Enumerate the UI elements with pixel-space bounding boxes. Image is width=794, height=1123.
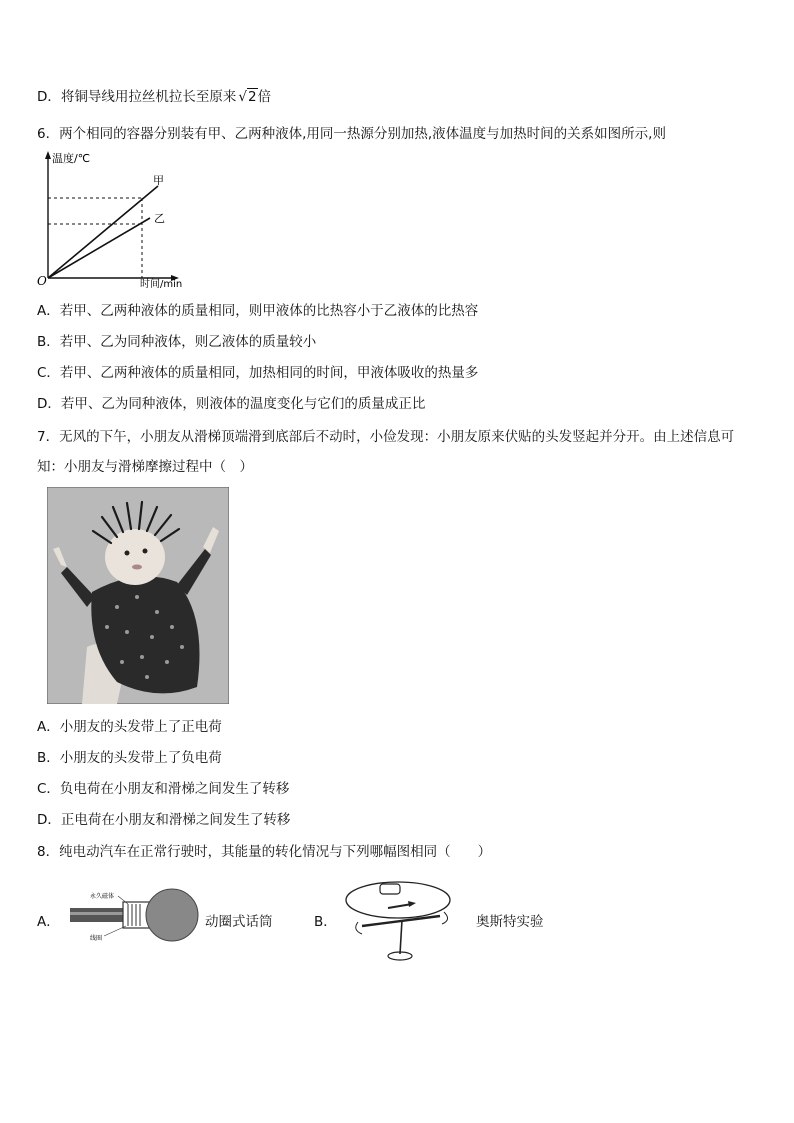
q6-option-a: A．若甲、乙两种液体的质量相同，则甲液体的比热容小于乙液体的比热容 <box>37 303 479 319</box>
mic-label-magnet: 永久磁体 <box>90 893 115 900</box>
q8-option-b-caption: 奥斯特实验 <box>476 914 544 930</box>
moving-coil-microphone-diagram <box>68 888 203 946</box>
q7-option-a: A．小朋友的头发带上了正电荷 <box>37 719 222 735</box>
q6-option-b: B．若甲、乙为同种液体，则乙液体的质量较小 <box>37 334 317 350</box>
needle-stand <box>400 920 402 954</box>
y-axis-arrow <box>45 151 51 159</box>
q7-option-b: B．小朋友的头发带上了负电荷 <box>37 750 222 766</box>
origin-label: O <box>37 274 47 288</box>
q6-option-d: D．若甲、乙为同种液体，则液体的温度变化与它们的质量成正比 <box>37 396 426 412</box>
q8-option-a-letter: A． <box>37 914 60 930</box>
temperature-time-graph <box>36 148 196 288</box>
photo-face <box>105 529 165 585</box>
sqrt-symbol: √2 <box>238 89 257 105</box>
oersted-experiment-diagram <box>340 878 458 964</box>
q6-stem: 6．两个相同的容器分别装有甲、乙两种液体,用同一热源分别加热,液体温度与加热时间的关系如图所示,则 <box>37 126 666 142</box>
child-hair-photo <box>47 487 229 704</box>
q7-stem-line1: 7．无风的下午，小朋友从滑梯顶端滑到底部后不动时，小俭发现：小朋友原来伏贴的头发竖起并分开。由上述信息可 <box>37 429 735 445</box>
q7-option-c: C．负电荷在小朋友和滑梯之间发生了转移 <box>37 781 290 797</box>
q5-option-d-suffix: 倍 <box>257 89 272 105</box>
q6-option-c: C．若甲、乙两种液体的质量相同，加热相同的时间，甲液体吸收的热量多 <box>37 365 479 381</box>
q7-option-d: D．正电荷在小朋友和滑梯之间发生了转移 <box>37 812 291 828</box>
mic-label-coil: 线圈 <box>90 935 103 942</box>
x-axis-label: 时间/min <box>140 279 183 288</box>
y-axis-label: 温度/℃ <box>52 152 91 165</box>
q7-stem-line2: 知：小朋友与滑梯摩擦过程中（ ） <box>37 459 253 475</box>
q5-option-d <box>37 88 271 106</box>
q5-option-d-radicand: 2 <box>248 89 257 105</box>
wire-current-arrow <box>388 904 412 908</box>
q5-option-d-prefix: D．将铜导线用拉丝机拉长至原来 <box>37 89 237 105</box>
series-label-yi: 乙 <box>154 212 165 225</box>
q8-stem: 8．纯电动汽车在正常行驶时，其能量的转化情况与下列哪幅图相同（ ） <box>37 844 492 860</box>
q8-option-b-letter: B． <box>314 914 337 930</box>
battery <box>380 884 400 894</box>
series-line-yi <box>48 218 150 278</box>
series-label-jia: 甲 <box>153 174 164 187</box>
q8-option-a-caption: 动圈式话筒 <box>205 914 273 930</box>
